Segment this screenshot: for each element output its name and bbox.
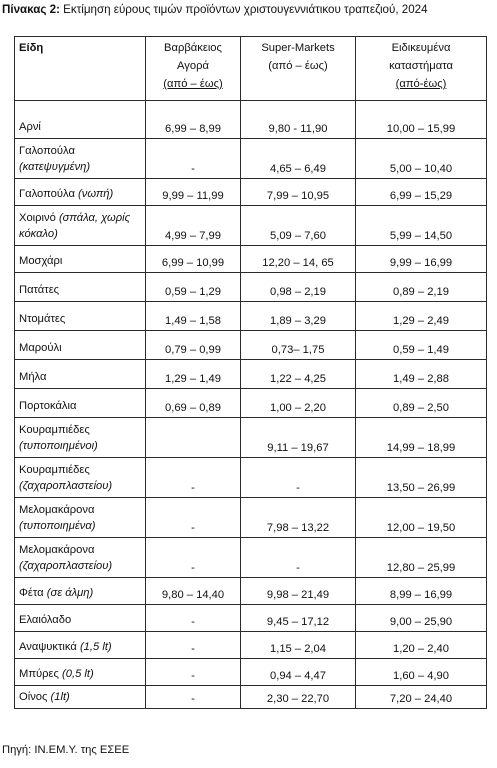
price-supermarkets-cell: 12,20 – 14, 65 (241, 246, 356, 273)
price-specialty-cell: 0,59 – 1,49 (356, 331, 487, 360)
item-name-cell (15, 331, 146, 360)
item-name-cell (15, 686, 146, 709)
item-note: (τυποποιημένα) (19, 520, 96, 532)
table-row (15, 605, 487, 632)
price-varvakeios-cell: - (146, 498, 241, 538)
item-name: Αναψυκτικά (19, 641, 77, 653)
item-name-cell (15, 659, 146, 686)
table-row (15, 632, 487, 659)
price-varvakeios-cell: 6,99 – 10,99 (146, 246, 241, 273)
price-varvakeios-cell: 1,29 – 1,49 (146, 360, 241, 389)
price-varvakeios-cell: 0,79 – 0,99 (146, 331, 241, 360)
item-name: Οίνος (19, 691, 48, 703)
price-specialty-cell: 6,99 – 15,29 (356, 179, 487, 206)
item-name-cell (15, 246, 146, 273)
header-varvakeios-line3: (από – έως) (163, 78, 223, 90)
item-name: Μαρούλι (19, 342, 62, 354)
table-row (15, 360, 487, 389)
item-name: Ελαιόλαδο (19, 614, 72, 626)
price-supermarkets-cell: 4,65 – 6,49 (241, 139, 356, 179)
price-varvakeios-cell: 4,99 – 7,99 (146, 206, 241, 246)
price-specialty-cell: 1,49 – 2,88 (356, 360, 487, 389)
item-name: Χοιρινό (19, 212, 56, 224)
table-row (15, 331, 487, 360)
item-name-cell (15, 273, 146, 302)
table-row (15, 273, 487, 302)
header-item: Είδη (15, 37, 146, 101)
price-varvakeios-cell: - (146, 458, 241, 498)
item-note: (ζαχαροπλαστείου) (19, 480, 113, 492)
price-varvakeios-cell: 9,99 – 11,99 (146, 179, 241, 206)
table-row (15, 458, 487, 498)
item-note: (κατεψυγμένη) (19, 161, 91, 173)
price-specialty-cell: 0,89 – 2,50 (356, 389, 487, 418)
price-specialty-cell: 1,29 – 2,49 (356, 302, 487, 331)
price-supermarkets-cell: 1,89 – 3,29 (241, 302, 356, 331)
price-varvakeios-cell: 0,59 – 1,29 (146, 273, 241, 302)
price-varvakeios-cell: 0,69 – 0,89 (146, 389, 241, 418)
price-specialty-cell: 13,50 – 26,99 (356, 458, 487, 498)
item-name-cell (15, 360, 146, 389)
price-specialty-cell: 8,99 – 16,99 (356, 578, 487, 605)
price-varvakeios-cell (146, 418, 241, 458)
item-name: Κουραμπιέδες (19, 424, 90, 436)
item-name-cell (15, 101, 146, 139)
item-name: Μελομακάρονα (19, 504, 95, 516)
item-name: Μελομακάρονα (19, 544, 95, 556)
item-name: Μπύρες (19, 668, 59, 680)
item-note: (σπάλα, χωρίς κόκαλο) (19, 212, 131, 240)
item-note: (ζαχαροπλαστείου) (19, 560, 113, 572)
price-varvakeios-cell: - (146, 632, 241, 659)
item-name: Μοσχάρι (19, 255, 63, 267)
table-row (15, 101, 487, 139)
item-note: (0,5 lt) (62, 668, 94, 680)
price-varvakeios-cell: - (146, 659, 241, 686)
table-row (15, 498, 487, 538)
price-varvakeios-cell: 6,99 – 8,99 (146, 101, 241, 139)
price-varvakeios-cell: - (146, 139, 241, 179)
price-supermarkets-cell: - (241, 538, 356, 578)
price-specialty-cell: 1,60 – 4,90 (356, 659, 487, 686)
item-name-cell (15, 632, 146, 659)
header-supermarkets-line1: Super-Markets (261, 42, 335, 54)
item-name: Κουραμπιέδες (19, 464, 90, 476)
header-varvakeios (146, 37, 241, 101)
price-supermarkets-cell: 9,45 – 17,12 (241, 605, 356, 632)
table-row (15, 206, 487, 246)
header-specialty-line2: καταστήματα (389, 60, 453, 72)
table-row (15, 389, 487, 418)
header-varvakeios-line1: Βαρβάκειος (164, 42, 222, 54)
source-note: Πηγή: ΙΝ.ΕΜ.Υ. της ΕΣΕΕ (2, 744, 130, 756)
header-supermarkets-line2: (από – έως) (268, 60, 328, 72)
header-specialty (356, 37, 487, 101)
price-supermarkets-cell: - (241, 458, 356, 498)
item-name-cell (15, 578, 146, 605)
price-specialty-cell: 5,00 – 10,40 (356, 139, 487, 179)
price-supermarkets-cell: 5,09 – 7,60 (241, 206, 356, 246)
header-specialty-line3: (από-έως) (395, 78, 447, 90)
table-row (15, 538, 487, 578)
price-varvakeios-cell: - (146, 686, 241, 709)
table-row (15, 686, 487, 709)
item-name-cell (15, 389, 146, 418)
price-specialty-cell: 12,00 – 19,50 (356, 498, 487, 538)
table-header-row (15, 37, 487, 101)
price-specialty-cell: 1,20 – 2,40 (356, 632, 487, 659)
price-supermarkets-cell: 2,30 – 22,70 (241, 686, 356, 709)
table-row (15, 659, 487, 686)
price-specialty-cell: 10,00 – 15,99 (356, 101, 487, 139)
price-varvakeios-cell: 1,49 – 1,58 (146, 302, 241, 331)
item-name-cell (15, 206, 146, 246)
header-specialty-line1: Ειδικευμένα (391, 42, 451, 54)
item-name-cell (15, 538, 146, 578)
item-name: Πατάτες (19, 284, 60, 296)
price-supermarkets-cell: 0,98 – 2,19 (241, 273, 356, 302)
item-name: Γαλοπούλα (19, 145, 75, 157)
price-supermarkets-cell: 1,15 – 2,04 (241, 632, 356, 659)
price-varvakeios-cell: - (146, 605, 241, 632)
item-name-cell (15, 139, 146, 179)
price-specialty-cell: 9,00 – 25,90 (356, 605, 487, 632)
table-row (15, 139, 487, 179)
caption-label: Πίνακας 2: (2, 3, 60, 16)
header-varvakeios-line2: Αγορά (177, 60, 209, 72)
item-name-cell (15, 179, 146, 206)
price-specialty-cell: 9,99 – 16,99 (356, 246, 487, 273)
price-supermarkets-cell: 1,00 – 2,20 (241, 389, 356, 418)
item-name-cell (15, 605, 146, 632)
item-name-cell (15, 458, 146, 498)
price-specialty-cell: 7,20 – 24,40 (356, 686, 487, 709)
item-name: Γαλοπούλα (19, 188, 75, 200)
price-varvakeios-cell: 9,80 – 14,40 (146, 578, 241, 605)
price-supermarkets-cell: 0,94 – 4,47 (241, 659, 356, 686)
price-specialty-cell: 5,99 – 14,50 (356, 206, 487, 246)
item-note: (1,5 lt) (79, 641, 112, 653)
item-name: Πορτοκάλια (19, 400, 77, 412)
item-name: Φέτα (19, 587, 44, 599)
price-specialty-cell: 0,89 – 2,19 (356, 273, 487, 302)
table-row (15, 418, 487, 458)
item-name-cell (15, 498, 146, 538)
item-note: (σε άλμη) (46, 587, 94, 599)
header-supermarkets (241, 37, 356, 101)
price-supermarkets-cell: 7,98 – 13,22 (241, 498, 356, 538)
item-name-cell (15, 418, 146, 458)
item-note: (τυποποιημένοι) (19, 440, 98, 452)
table-row (15, 246, 487, 273)
price-table (14, 36, 487, 709)
table-row (15, 179, 487, 206)
caption-text: Εκτίμηση εύρους τιμών προϊόντων χριστουγεννιάτικου τραπεζιού, 2024 (59, 3, 428, 16)
price-supermarkets-cell: 9,98 – 21,49 (241, 578, 356, 605)
price-varvakeios-cell: - (146, 538, 241, 578)
price-supermarkets-cell: 0,73– 1,75 (241, 331, 356, 360)
item-note: (1lt) (50, 691, 70, 703)
price-specialty-cell: 14,99 – 18,99 (356, 418, 487, 458)
table-row (15, 578, 487, 605)
item-note: (νωπή) (78, 188, 114, 200)
price-specialty-cell: 12,80 – 25,99 (356, 538, 487, 578)
item-name-cell (15, 302, 146, 331)
item-name: Μήλα (19, 371, 47, 383)
price-supermarkets-cell: 9,80 - 11,90 (241, 101, 356, 139)
item-name: Ντομάτες (19, 313, 66, 325)
price-supermarkets-cell: 9,11 – 19,67 (241, 418, 356, 458)
price-supermarkets-cell: 1,22 – 4,25 (241, 360, 356, 389)
table-row (15, 302, 487, 331)
price-supermarkets-cell: 7,99 – 10,95 (241, 179, 356, 206)
item-name: Αρνί (19, 121, 41, 133)
table-caption (2, 3, 428, 16)
